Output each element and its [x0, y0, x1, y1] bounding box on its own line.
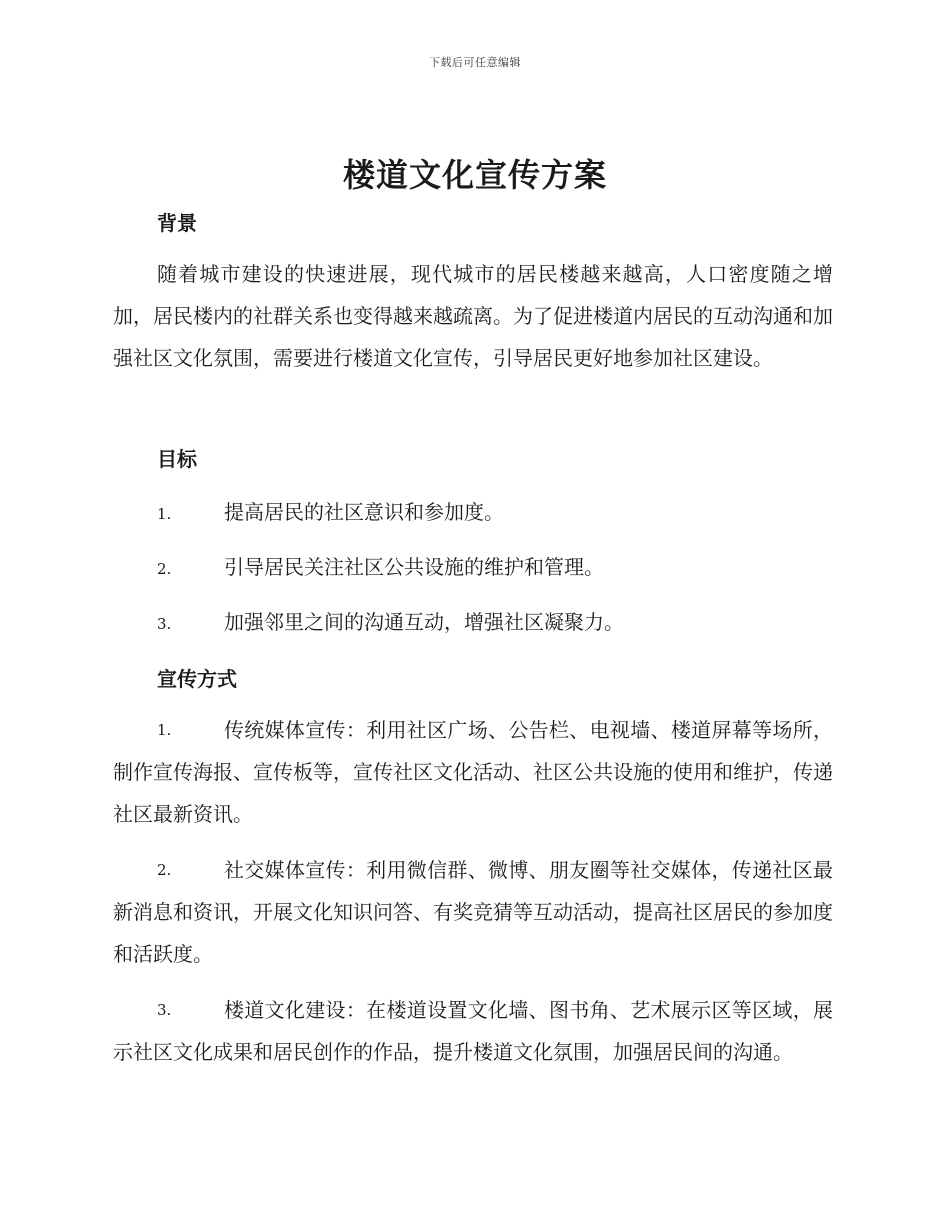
list-item-text: 传统媒体宣传：利用社区广场、公告栏、电视墙、楼道屏幕等场所，制作宣传海报、宣传板等，宣传社区文化活动、社区公共设施的使用和维护，传递社区最新资讯。: [113, 718, 833, 826]
list-number: 1.: [157, 505, 172, 523]
method-item: [113, 989, 833, 1073]
header-note: 下载后可任意编辑: [429, 56, 521, 69]
method-item: [113, 849, 833, 975]
list-item-text: 加强邻里之间的沟通互动，增强社区凝聚力。: [224, 610, 624, 634]
list-number: 2.: [157, 560, 172, 578]
list-number: 2.: [157, 861, 172, 879]
list-item-text: 社交媒体宣传：利用微信群、微博、朋友圈等社交媒体，传递社区最新消息和资讯，开展文化知识问答、有奖竞猜等互动活动，提高社区居民的参加度和活跃度。: [113, 858, 833, 966]
section-heading-goals: 目标: [157, 447, 197, 471]
list-item-text: 引导居民关注社区公共设施的维护和管理。: [224, 555, 604, 579]
background-paragraph: 随着城市建设的快速进展，现代城市的居民楼越来越高，人口密度随之增加，居民楼内的社群关系也变得越来越疏离。为了促进楼道内居民的互动沟通和加强社区文化氛围，需要进行楼道文化宣传，引导居民更好地参加社区建设。: [113, 262, 833, 370]
list-number: 3.: [157, 1001, 172, 1019]
list-item-text: 楼道文化建设：在楼道设置文化墙、图书角、艺术展示区等区域，展示社区文化成果和居民创作的作品，提升楼道文化氛围，加强居民间的沟通。: [113, 998, 833, 1064]
list-number: 3.: [157, 615, 172, 633]
list-item-text: 提高居民的社区意识和参加度。: [224, 500, 504, 524]
document-title: 楼道文化宣传方案: [342, 156, 607, 194]
list-number: 1.: [157, 721, 172, 739]
section-heading-methods: 宣传方式: [157, 667, 237, 691]
section-heading-background: 背景: [157, 211, 197, 235]
method-item: [113, 709, 833, 835]
